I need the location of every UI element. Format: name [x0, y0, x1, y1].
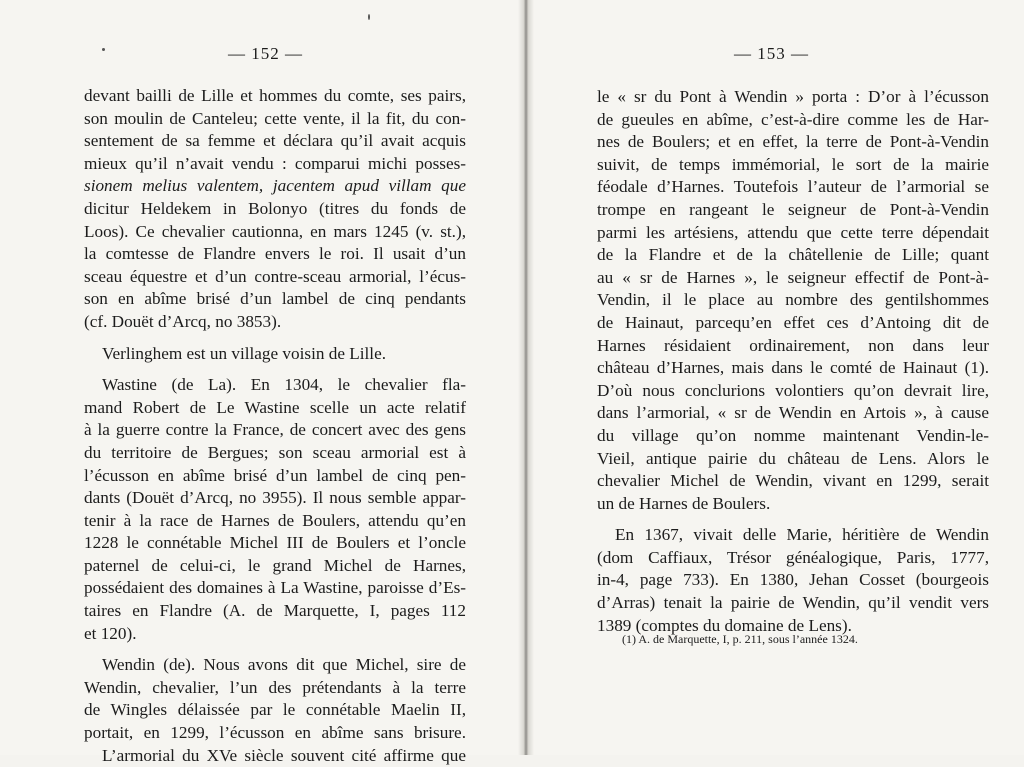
text-line: Wastine (de La). En 1304, le chevalier fla-: [102, 375, 466, 395]
page-number: — 153 —: [734, 44, 809, 63]
text-line: devant bailli de Lille et hommes du comte, ses pairs,: [84, 86, 466, 105]
text-line: son en abîme brisé d’un lambel de cinq pendants: [84, 289, 466, 309]
text-line: Vendin, il le place au nombre des gentilshommes: [597, 290, 989, 310]
scan-speck: [102, 48, 105, 51]
text-line: Loos). Ce chevalier cautionna, en mars 1245 (v. st.),: [84, 221, 466, 241]
text-line: 1389 (comptes du domaine de Lens).: [597, 615, 852, 635]
text-line: D’où nous conclurions volontiers qu’on devrait lire,: [597, 380, 989, 400]
text-line: dans l’armorial, « sr de Wendin en Artois », à cause: [597, 403, 989, 423]
text-line: trompe en rangeant le seigneur de Pont-à-Vendin: [597, 199, 989, 219]
page-text: [597, 86, 989, 637]
text-line: L’armorial du XVe siècle souvent cité affirme que: [102, 745, 466, 765]
text-line: sionem melius valentem, jacentem apud villam que: [84, 176, 466, 196]
text-line: 1228 le connétable Michel III de Boulers et l’oncle: [84, 533, 466, 553]
text-line: au « sr de Harnes », le seigneur effectif de Pont-à-: [597, 267, 989, 287]
text-line: dants (Douët d’Arcq, no 3955). Il nous semble appar-: [84, 488, 466, 508]
text-line: taires en Flandre (A. de Marquette, I, pages 112: [84, 601, 466, 621]
text-line: un de Harnes de Boulers.: [597, 493, 771, 513]
text-line: (cf. Douët d’Arcq, no 3853).: [84, 311, 282, 331]
book-gutter: [518, 0, 534, 755]
text-line: sceau équestre et d’un contre-sceau armorial, l’écus-: [84, 266, 466, 286]
right-page: [534, 0, 1024, 755]
text-line: possédaient des domaines à La Wastine, paroisse d’Es-: [84, 578, 466, 598]
text-line: Verlinghem est un village voisin de Lille.: [102, 343, 387, 363]
text-line: Harnes résidaient ordinairement, non dans leur: [597, 335, 989, 355]
page-text: [84, 85, 466, 767]
text-line: in-4, page 733). En 1380, Jehan Cosset (bourgeois: [597, 570, 989, 590]
text-line: et 120).: [84, 623, 137, 643]
text-line: suivit, de temps immémorial, le sort de la mairie: [597, 154, 989, 174]
text-line: mieux qu’il n’avait vendu : comparui michi posses-: [84, 153, 466, 173]
text-line: du village qu’on nomme maintenant Vendin-le-: [597, 425, 989, 445]
text-line: Vieil, antique pairie du château de Lens. Alors le: [597, 448, 989, 468]
text-line: Wendin, chevalier, l’un des prétendants à la terre: [84, 677, 466, 697]
text-line: (dom Caffiaux, Trésor généalogique, Paris, 1777,: [597, 547, 989, 567]
footnote: (1) A. de Marquette, I, p. 211, sous l’année 1324.: [622, 632, 858, 646]
text-line: de la Flandre et de la châtellenie de Lille; quant: [597, 245, 989, 265]
text-line: de gueules en abîme, c’est-à-dire comme les de Har-: [597, 109, 989, 129]
text-line: le « sr du Pont à Wendin » porta : D’or à l’écusson: [597, 87, 989, 106]
text-line: paternel de celui-ci, le grand Michel de Harnes,: [84, 555, 466, 575]
text-line: portait, en 1299, l’écusson en abîme sans brisure.: [84, 723, 466, 743]
scan-speck: [368, 14, 370, 20]
text-line: sentement de sa femme et déclara qu’il avait acquis: [84, 131, 466, 151]
text-line: nes de Boulers; et en effet, la terre de Pont-à-Vendin: [597, 132, 989, 152]
text-line: de Wingles délaissée par le connétable Maelin II,: [84, 700, 466, 720]
text-line: de Hainaut, parcequ’en effet ces d’Antoing dit de: [597, 312, 989, 332]
text-line: tenir à la race de Harnes de Boulers, attendu qu’en: [84, 510, 466, 530]
text-line: dicitur Heldekem in Bolonyo (titres du fonds de: [84, 198, 466, 218]
text-line: d’Arras) tenait la pairie de Wendin, qu’il vendit vers: [597, 593, 989, 613]
text-line: chevalier Michel de Wendin, vivant en 1299, serait: [597, 471, 989, 491]
text-line: féodale d’Harnes. Toutefois l’auteur de l’armorial se: [597, 177, 989, 197]
text-line: mand Robert de Le Wastine scelle un acte relatif: [84, 397, 466, 417]
text-line: Wendin (de). Nous avons dit que Michel, sire de: [102, 655, 466, 675]
page-number: — 152 —: [228, 44, 303, 63]
text-line: la comtesse de Flandre envers le roi. Il usait d’un: [84, 244, 466, 264]
text-line: En 1367, vivait delle Marie, héritière de Wendin: [615, 525, 989, 545]
text-line: son moulin de Canteleu; cette vente, il la fit, du con-: [84, 108, 466, 128]
text-line: l’écusson en abîme brisé d’un lambel de cinq pen-: [84, 465, 466, 485]
text-line: parmi les artésiens, attendu que cette terre dépendait: [597, 222, 989, 242]
text-line: château d’Harnes, mais dans le comté de Hainaut (1).: [597, 358, 989, 378]
text-line: du territoire de Bergues; son sceau armorial est à: [84, 442, 466, 462]
text-line: à la guerre contre la France, de concert avec des gens: [84, 420, 466, 440]
